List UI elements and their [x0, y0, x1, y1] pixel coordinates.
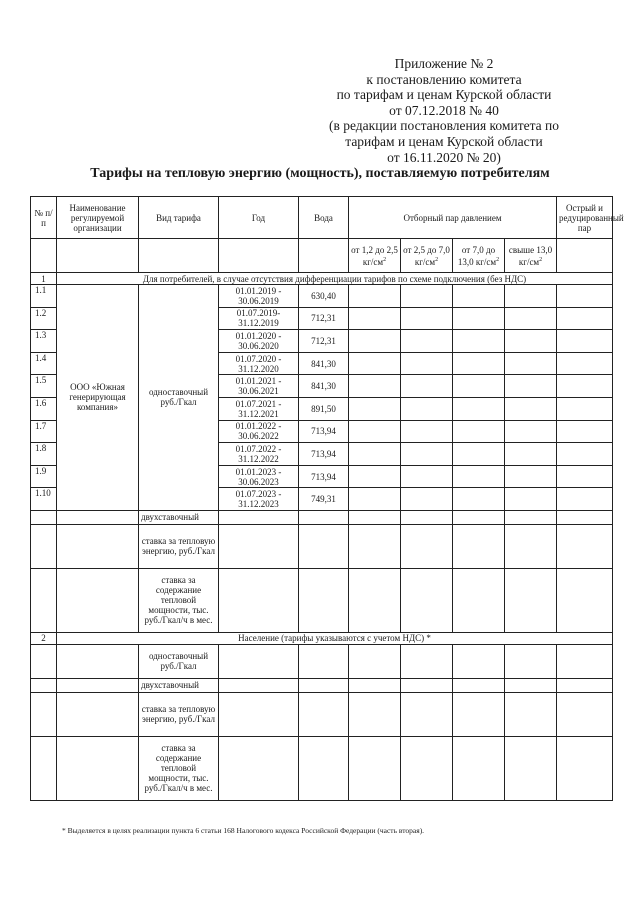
water-value: 713,94	[299, 443, 349, 466]
water-value: 712,31	[299, 330, 349, 353]
approval-header	[314, 56, 574, 165]
col-header-p1: от 1,2 до 2,5 $кг/см^2$	[349, 239, 401, 273]
row-num: 1.1	[31, 285, 57, 308]
header-line: по тарифам и ценам Курской области	[336, 87, 552, 103]
col-header-year: Год	[219, 197, 299, 239]
period-cell: 01.07.2023 - 31.12.2023	[219, 488, 299, 511]
row-num: 1.3	[31, 330, 57, 353]
tariff-table	[30, 196, 624, 801]
period-cell: 01.01.2019 - 30.06.2019	[219, 285, 299, 308]
period-cell: 01.01.2023 - 30.06.2023	[219, 465, 299, 488]
col-header-steam: Отборный пар давлением	[349, 197, 557, 239]
col-header-p3: от 7,0 до 13,0 $кг/см^2$	[453, 239, 505, 273]
row-num: 1.8	[31, 443, 57, 466]
water-value: 841,30	[299, 375, 349, 398]
water-value: 712,31	[299, 307, 349, 330]
water-value: 630,40	[299, 285, 349, 308]
col-header-p4: свыше 13,0 $кг/см^2$	[505, 239, 557, 273]
period-cell: 01.07.2022 - 31.12.2022	[219, 443, 299, 466]
row-num: 1.6	[31, 397, 57, 420]
row-num: 1.4	[31, 352, 57, 375]
water-value: 841,30	[299, 352, 349, 375]
col-header-water: Вода	[299, 197, 349, 239]
header-line: от 16.11.2020 № 20)	[387, 149, 501, 165]
two-part-label: двухставочный	[139, 678, 219, 692]
period-cell: 01.01.2022 - 30.06.2022	[219, 420, 299, 443]
one-part-label: одноставочный руб./Гкал	[139, 644, 219, 678]
col-header-p2: от 2,5 до 7,0 $кг/см^2$	[401, 239, 453, 273]
energy-rate-label: ставка за тепловую энергию, руб./Гкал	[139, 524, 219, 568]
row-num: 1.9	[31, 465, 57, 488]
header-line: (в редакции постановления комитета по	[328, 118, 559, 134]
water-value: 891,50	[299, 397, 349, 420]
row-num: 1.7	[31, 420, 57, 443]
period-cell: 01.01.2021 - 30.06.2021	[219, 375, 299, 398]
section-label: Население (тарифы указываются с учетом НДС) *	[57, 632, 613, 644]
header-line: от 07.12.2018 № 40	[389, 102, 499, 118]
col-header-org: Наименование регулируемой организации	[57, 197, 139, 239]
capacity-rate-label: ставка за содержание тепловой мощности, тыс. руб./Гкал/ч в мес.	[139, 736, 219, 800]
period-cell: 01.07.2019-31.12.2019	[219, 307, 299, 330]
row-num: 1.2	[31, 307, 57, 330]
header-line: тарифам и ценам Курской области	[345, 133, 543, 149]
section-num: 1	[31, 273, 57, 285]
footnote: * Выделяется в целях реализации пункта 6 статьи 168 Налогового кодекса Российской Федерации (часть вторая).	[62, 826, 425, 835]
col-header-sharp-steam: Острый и редуцированный пар	[557, 197, 613, 239]
period-cell: 01.07.2020 - 31.12.2020	[219, 352, 299, 375]
document-title: Тарифы на тепловую энергию (мощность), поставляемую потребителям	[90, 166, 550, 181]
water-value: 713,94	[299, 465, 349, 488]
header-line: Приложение № 2	[394, 56, 494, 71]
row-num: 1.10	[31, 488, 57, 511]
col-header-num: № п/п	[31, 197, 57, 239]
tariff-type: одноставочный руб./Гкал	[139, 285, 219, 511]
energy-rate-label: ставка за тепловую энергию, руб./Гкал	[139, 692, 219, 736]
water-value: 713,94	[299, 420, 349, 443]
row-num: 1.5	[31, 375, 57, 398]
period-cell: 01.07.2021 - 31.12.2021	[219, 397, 299, 420]
col-header-type: Вид тарифа	[139, 197, 219, 239]
capacity-rate-label: ставка за содержание тепловой мощности, тыс. руб./Гкал/ч в мес.	[139, 568, 219, 632]
two-part-label: двухставочный	[139, 510, 219, 524]
section-label: Для потребителей, в случае отсутствия дифференциации тарифов по схеме подключения (без НДС)	[57, 273, 613, 285]
section-num: 2	[31, 632, 57, 644]
period-cell: 01.01.2020 - 30.06.2020	[219, 330, 299, 353]
water-value: 749,31	[299, 488, 349, 511]
org-name: ООО «Южная генерирующая компания»	[57, 285, 139, 511]
header-line: к постановлению комитета	[366, 71, 522, 87]
